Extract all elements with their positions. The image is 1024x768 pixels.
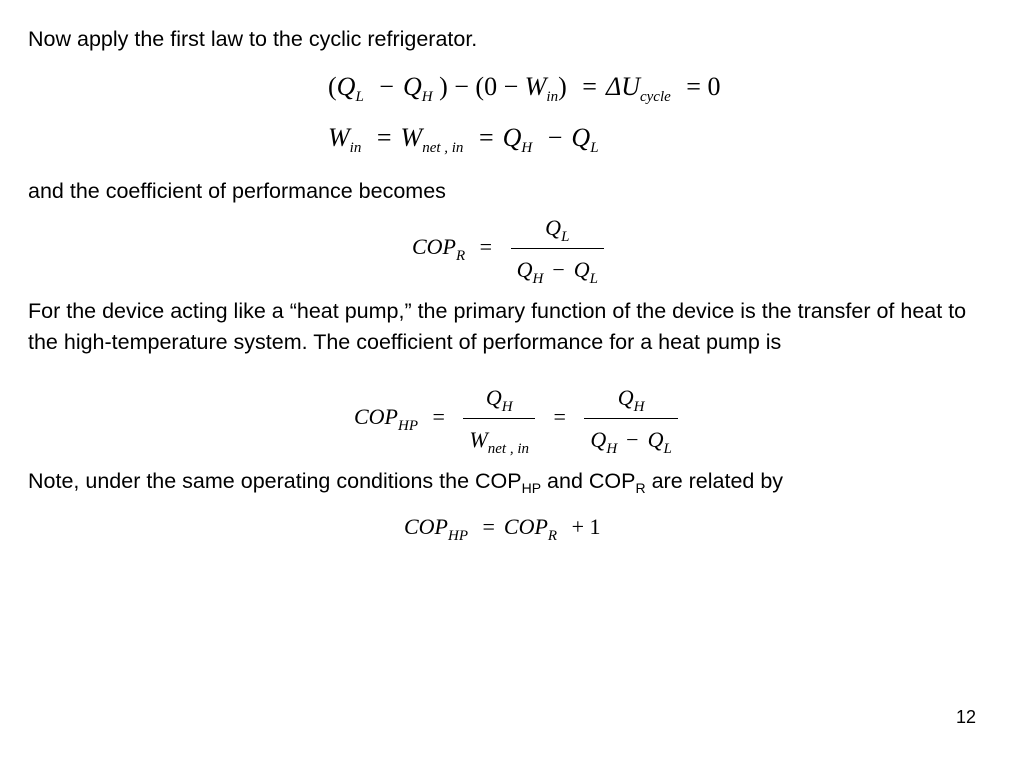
- cophp-den1-w: W: [469, 427, 488, 452]
- cophp-equals: =: [432, 404, 445, 430]
- cophp-den1-sub: net , in: [487, 441, 529, 457]
- eq1-minus: −: [379, 72, 394, 101]
- cophp-den2-qh-sub: H: [606, 441, 618, 457]
- copr-den-ql: Q: [573, 257, 590, 282]
- copr-num-q: Q: [545, 215, 562, 240]
- cophp-lhs: COP: [354, 404, 398, 430]
- eq2-ql: Q: [571, 123, 591, 152]
- eq2-wnet-sub: net , in: [422, 140, 464, 156]
- eq1-equals-zero: = 0: [686, 72, 721, 101]
- cop-refrigerator-equation: [412, 213, 608, 285]
- work-equation: [328, 123, 599, 156]
- copr-fraction: [511, 213, 604, 285]
- rel-rhs-sub: R: [547, 528, 558, 544]
- cophp-den2-ql-sub: L: [663, 441, 672, 457]
- copr-den-qh: Q: [516, 257, 533, 282]
- eq1-ql: Q: [336, 72, 356, 101]
- cophp-num2-q: Q: [617, 385, 634, 410]
- note-sub-hp: HP: [521, 480, 542, 496]
- copr-den-minus: −: [552, 257, 565, 282]
- note-text-1: Note, under the same operating conditions the COP: [28, 469, 522, 493]
- note-text-2: and COP: [541, 469, 636, 493]
- eq2-qh-sub: H: [521, 140, 533, 156]
- eq1-open-paren: (: [328, 72, 337, 101]
- cop-heat-pump-equation: [354, 383, 682, 455]
- eq1-delta-u: ΔU: [605, 72, 640, 101]
- rel-plus-one: + 1: [571, 514, 601, 539]
- eq1-qh-sub: H: [421, 89, 433, 105]
- eq2-w: W: [328, 123, 350, 152]
- eq1-equals: =: [582, 72, 597, 101]
- eq2-equals-2: =: [478, 123, 494, 152]
- eq1-w: W: [524, 72, 547, 101]
- note-text: [28, 466, 996, 497]
- cophp-numerator-2: [584, 383, 677, 419]
- rel-lhs: COP: [404, 514, 448, 539]
- cophp-den2-minus: −: [626, 427, 639, 452]
- first-law-equation: [328, 72, 729, 105]
- eq1-close-paren: ): [558, 72, 567, 101]
- copr-numerator: [511, 213, 604, 249]
- copr-equals: =: [479, 234, 493, 260]
- rel-equals: =: [482, 514, 495, 539]
- copr-denominator: [511, 249, 604, 285]
- cophp-lhs-sub: HP: [398, 418, 418, 435]
- cop-intro-text: and the coefficient of performance becomes: [28, 179, 446, 203]
- cophp-num1-sub: H: [501, 399, 513, 415]
- cophp-num1-q: Q: [485, 385, 502, 410]
- cophp-denominator-1: [463, 419, 535, 455]
- eq1-ql-sub: L: [355, 89, 364, 105]
- eq2-equals: =: [376, 123, 392, 152]
- rel-rhs: COP: [503, 514, 548, 539]
- cophp-den2-qh: Q: [590, 427, 607, 452]
- copr-lhs: COP: [412, 234, 456, 260]
- page-number: 12: [955, 707, 976, 727]
- eq2-wnet: W: [400, 123, 423, 152]
- eq1-w-sub: in: [546, 89, 559, 105]
- copr-num-sub: L: [561, 229, 570, 245]
- rel-lhs-sub: HP: [448, 528, 468, 544]
- intro-first-law-text: Now apply the first law to the cyclic refrigerator.: [28, 27, 478, 51]
- copr-den-ql-sub: L: [589, 271, 598, 287]
- eq1-qh: Q: [402, 72, 422, 101]
- eq1-delta-u-sub: cycle: [639, 89, 671, 105]
- note-text-3: are related by: [645, 469, 784, 493]
- cophp-fraction-1: [463, 383, 535, 455]
- eq2-minus: −: [547, 123, 563, 152]
- note-sub-r: R: [635, 480, 646, 496]
- cophp-fraction-2: [584, 383, 677, 455]
- cophp-den2-ql: Q: [647, 427, 664, 452]
- eq2-qh: Q: [502, 123, 522, 152]
- copr-lhs-sub: R: [456, 248, 466, 265]
- eq2-ql-sub: L: [590, 140, 599, 156]
- cophp-num2-sub: H: [633, 399, 645, 415]
- heat-pump-text: For the device acting like a “heat pump,” the primary function of the device is the transfer of heat to the high-temperature system. The coefficient of performance for a heat pump is: [28, 299, 967, 354]
- eq1-middle: ) − (0 −: [439, 72, 525, 101]
- cophp-numerator-1: [463, 383, 535, 419]
- cop-relation-equation: [404, 512, 610, 542]
- cophp-denominator-2: [584, 419, 677, 455]
- copr-den-qh-sub: H: [532, 271, 544, 287]
- eq2-w-sub: in: [349, 140, 362, 156]
- cophp-equals-2: =: [553, 404, 566, 430]
